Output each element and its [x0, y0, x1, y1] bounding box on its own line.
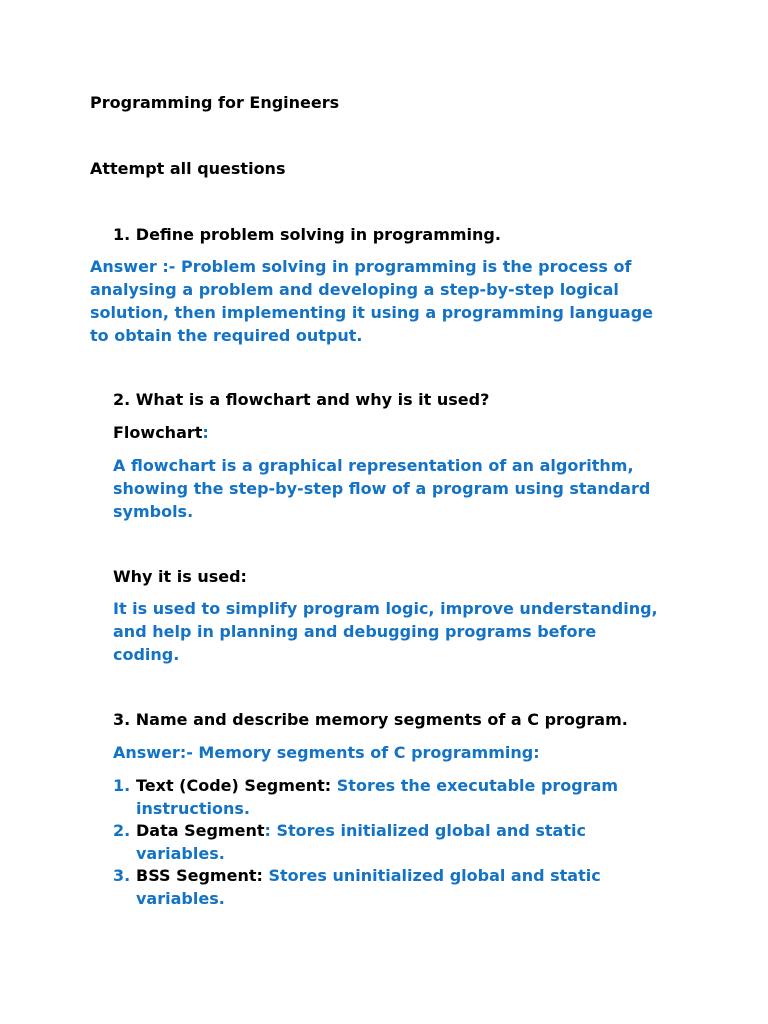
- list-item: [136, 819, 586, 842]
- answer-1-line: to obtain the required output.: [90, 326, 363, 345]
- flowchart-definition-line: A flowchart is a graphical representation of an algorithm,: [113, 456, 634, 475]
- answer-1-line: Answer :- Problem solving in programming is the process of: [90, 257, 632, 276]
- segment-description: : Stores initialized global and static: [264, 821, 586, 840]
- segment-description: Stores uninitialized global and static: [262, 866, 601, 885]
- list-item: [136, 864, 601, 887]
- flowchart-heading: [113, 421, 209, 444]
- list-item: [136, 774, 618, 797]
- flowchart-definition-line: showing the step-by-step flow of a program using standard: [113, 479, 651, 498]
- question-1: 1. Define problem solving in programming.: [113, 225, 501, 244]
- why-used-line: It is used to simplify program logic, improve understanding,: [113, 599, 658, 618]
- segment-description: Stores the executable program: [331, 776, 619, 795]
- document-title: Programming for Engineers: [90, 93, 340, 112]
- why-used-heading: Why it is used:: [113, 567, 247, 586]
- flowchart-definition-line: symbols.: [113, 502, 194, 521]
- flowchart-colon: :: [202, 423, 209, 442]
- instruction-text: Attempt all questions: [90, 159, 286, 178]
- why-used-line: and help in planning and debugging programs before: [113, 622, 597, 641]
- list-item-number: 3.: [113, 866, 131, 885]
- why-used-line: coding.: [113, 645, 180, 664]
- flowchart-definition: [113, 454, 650, 523]
- answer-3-intro: Answer:- Memory segments of C programming:: [113, 743, 540, 762]
- segment-description-cont: variables.: [136, 844, 225, 863]
- list-item-number: 1.: [113, 776, 131, 795]
- segment-label: Text (Code) Segment:: [136, 776, 332, 795]
- list-item-number: 2.: [113, 821, 131, 840]
- segment-label: Data Segment: [136, 821, 265, 840]
- why-used-answer: [113, 597, 658, 666]
- segment-label: BSS Segment:: [136, 866, 263, 885]
- segment-description-cont: instructions.: [136, 799, 250, 818]
- segment-description-cont: variables.: [136, 889, 225, 908]
- answer-1: [90, 255, 653, 347]
- question-3: 3. Name and describe memory segments of a C program.: [113, 710, 628, 729]
- answer-1-line: solution, then implementing it using a programming language: [90, 303, 654, 322]
- question-2: 2. What is a flowchart and why is it used?: [113, 390, 490, 409]
- answer-1-line: analysing a problem and developing a step-by-step logical: [90, 280, 619, 299]
- flowchart-label: Flowchart: [113, 423, 203, 442]
